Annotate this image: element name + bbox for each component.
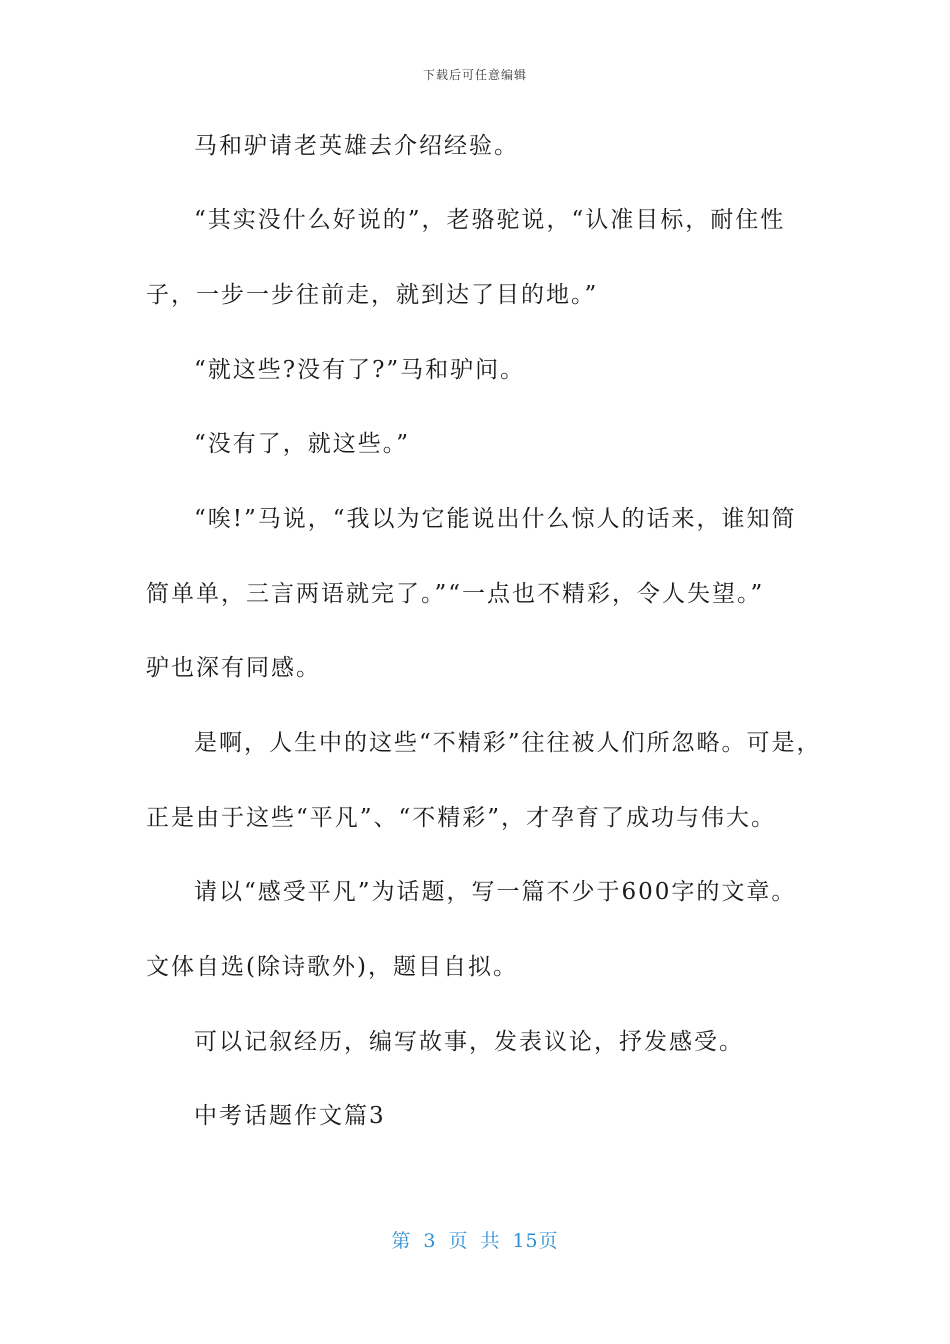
footer-label-page-unit: 页 <box>448 1230 469 1252</box>
header-note: 下载后可任意编辑 <box>422 68 527 82</box>
paragraph-line: 简单单，三言两语就完了。”“一点也不精彩，令人失望。” <box>146 581 765 607</box>
paragraph-line: “唉!”马说，“我以为它能说出什么惊人的话来，谁知简 <box>194 506 797 532</box>
paragraph-line: “就这些?没有了?”马和驴问。 <box>194 357 526 383</box>
paragraph-line: “没有了，就这些。” <box>194 431 411 457</box>
footer-current-page: 3 <box>423 1230 437 1252</box>
paragraph-line: 马和驴请老英雄去介绍经验。 <box>194 133 519 159</box>
paragraph-line: 可以记叙经历，编写故事，发表议论，抒发感受。 <box>194 1029 744 1055</box>
paragraph-line: 文体自选(除诗歌外)，题目自拟。 <box>146 954 518 980</box>
paragraph-line: 是啊，人生中的这些“不精彩”往往被人们所忽略。可是， <box>194 730 822 756</box>
paragraph-line: 子，一步一步往前走，就到达了目的地。” <box>146 282 599 308</box>
footer-label-page: 第 <box>391 1230 412 1252</box>
section-heading: 中考话题作文篇3 <box>194 1103 386 1129</box>
footer-total-pages: 15页 <box>512 1230 559 1252</box>
paragraph-line: 请以“感受平凡”为话题，写一篇不少于600字的文章。 <box>194 879 797 905</box>
paragraph-line: 正是由于这些“平凡”、“不精彩”，才孕育了成功与伟大。 <box>146 805 777 831</box>
footer-label-total: 共 <box>480 1230 501 1252</box>
paragraph-line: “其实没什么好说的”，老骆驼说，“认准目标，耐住性 <box>194 207 786 233</box>
page-number-footer <box>0 1226 950 1253</box>
paragraph-line: 驴也深有同感。 <box>146 655 321 681</box>
